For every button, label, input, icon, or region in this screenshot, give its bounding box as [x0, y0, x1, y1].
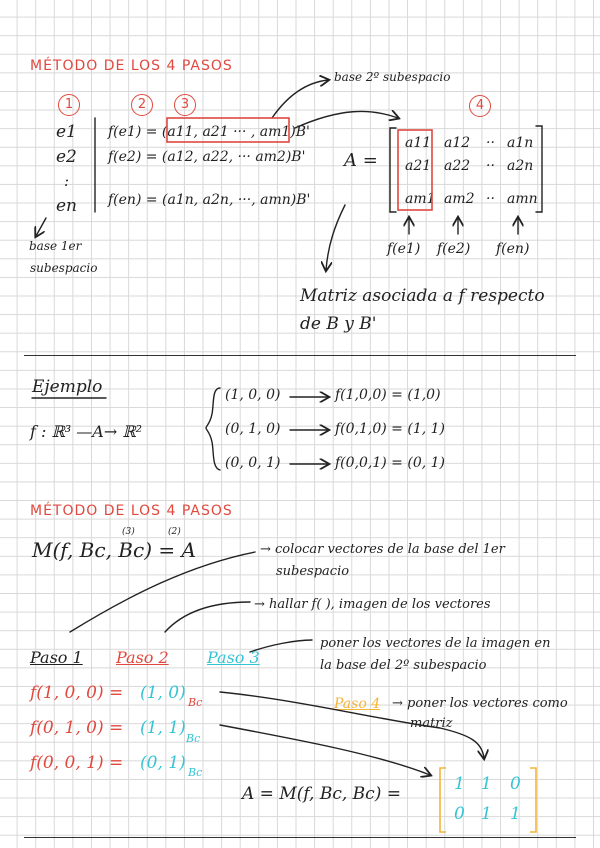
matrix-cell: am2: [444, 191, 475, 207]
step-1-label: Paso 1: [30, 648, 83, 667]
note-place-basis-1: → colocar vectores de la base del 1er: [260, 542, 505, 557]
step-number-4: 4: [469, 95, 491, 117]
final-matrix-cell: 0: [510, 774, 521, 794]
step-line-3-rhs: (0, 1): [140, 753, 186, 773]
note-place-basis-2: subespacio: [276, 564, 350, 579]
section1-heading: MÉTODO DE LOS 4 PASOS: [30, 58, 233, 74]
step-4-label: Paso 4: [334, 696, 381, 712]
example-title: Ejemplo: [32, 377, 103, 397]
step-3-label: Paso 3: [207, 648, 260, 667]
final-matrix-equation: A = M(f, Bc, Bc) =: [242, 784, 401, 804]
step-3-note-2: la base del 2º subespacio: [320, 658, 487, 673]
sup-base-dimension-3: (3): [122, 527, 135, 537]
matrix-caption-line-1: Matriz asociada a f respecto: [300, 286, 545, 306]
column-label-f-en: f(en): [496, 241, 530, 257]
basis-vector-e2: e2: [56, 147, 77, 167]
sup-base-dimension-2: (2): [168, 527, 181, 537]
matrix-cell: a1n: [507, 135, 534, 151]
step-number-1: 1: [58, 94, 80, 116]
final-matrix-cell: 1: [481, 774, 492, 794]
highlight-box-column: [398, 130, 432, 210]
step-4-note-1: → poner los vectores como: [392, 696, 568, 711]
section2-heading: MÉTODO DE LOS 4 PASOS: [30, 503, 233, 519]
example-vector-2: (0, 1, 0): [225, 421, 281, 437]
base-first-subspace-label-1: base 1er: [29, 239, 82, 253]
step-arrow-1: [220, 692, 484, 758]
step-line-2-rhs: (1, 1): [140, 718, 186, 738]
matrix-cell: a12: [444, 135, 471, 151]
example-image-2: f(0,1,0) = (1, 1): [335, 421, 445, 437]
base-first-subspace-label-2: subespacio: [30, 261, 98, 275]
base-second-subspace-label: base 2º subespacio: [334, 70, 451, 84]
step-number-2: 2: [131, 94, 153, 116]
step-line-1-rhs: (1, 0): [140, 683, 186, 703]
curve-arrow-1: [70, 552, 255, 632]
matrix-cell: a11: [405, 135, 432, 151]
matrix-cell: ··: [486, 135, 495, 151]
example-image-3: f(0,0,1) = (0, 1): [335, 455, 445, 471]
step-2-label: Paso 2: [116, 648, 169, 667]
note-find-images: → hallar f( ), imagen de los vectores: [254, 597, 491, 612]
matrix-right-bracket: [536, 126, 542, 212]
final-matrix-cell: 1: [481, 804, 492, 824]
step-4-note-2: matriz: [410, 716, 453, 731]
matrix-left-bracket: [390, 128, 396, 212]
step-line-3-sub: Bc: [188, 766, 203, 779]
image-row-2: f(e2) = (a12, a22, ··· am2)B': [108, 149, 306, 165]
matrix-cell: ··: [486, 158, 495, 174]
step-number-3: 3: [174, 94, 196, 116]
arrow-to-base1: [36, 218, 46, 236]
example-vector-3: (0, 0, 1): [225, 455, 281, 471]
column-label-f-e1: f(e1): [387, 241, 421, 257]
matrix-cell: a22: [444, 158, 471, 174]
step-line-1-sub: Bc: [188, 696, 203, 709]
final-matrix-cell: 1: [454, 774, 465, 794]
matrix-cell: a2n: [507, 158, 534, 174]
matrix-a-label: A =: [344, 150, 378, 171]
example-image-1: f(1,0,0) = (1,0): [335, 387, 441, 403]
image-row-1: f(e1) = (a11, a21 ··· , am1)B': [108, 124, 310, 140]
associated-matrix-formula: M(f, Bc, Bc) = A: [32, 538, 196, 562]
final-matrix-cell: 0: [454, 804, 465, 824]
highlight-box-row: [167, 118, 289, 142]
step-line-2-lhs: f(0, 1, 0) =: [30, 718, 124, 738]
final-matrix-cell: 1: [510, 804, 521, 824]
matrix-caption-line-2: de B y B': [300, 314, 377, 334]
column-label-f-e2: f(e2): [437, 241, 471, 257]
matrix-cell: am1: [405, 191, 436, 207]
matrix-cell: ··: [486, 191, 495, 207]
curve-arrow-3: [250, 640, 312, 652]
step-line-2-sub: Bc: [186, 732, 201, 745]
example-map: f : ℝ³ —A→ ℝ²: [30, 422, 143, 441]
arrow-to-matrix: [295, 111, 398, 128]
basis-vector-en: en: [56, 196, 78, 216]
arrow-to-base2: [272, 80, 328, 118]
step-3-note-1: poner los vectores de la imagen en: [320, 636, 551, 651]
arrow-to-caption: [326, 205, 345, 270]
image-row-n: f(en) = (a1n, a2n, ···, amn)B': [108, 192, 311, 208]
step-arrow-2: [220, 725, 430, 775]
matrix-cell: a21: [405, 158, 432, 174]
basis-vector-dots: :: [64, 172, 70, 190]
final-matrix-right-bracket: [530, 768, 536, 832]
step-line-1-lhs: f(1, 0, 0) =: [30, 683, 124, 703]
step-line-3-lhs: f(0, 0, 1) =: [30, 753, 124, 773]
curve-arrow-2: [165, 602, 250, 632]
example-brace: [206, 388, 220, 470]
final-matrix-left-bracket: [440, 768, 446, 832]
example-vector-1: (1, 0, 0): [225, 387, 281, 403]
basis-vector-e1: e1: [56, 122, 77, 142]
matrix-cell: amn: [507, 191, 538, 207]
